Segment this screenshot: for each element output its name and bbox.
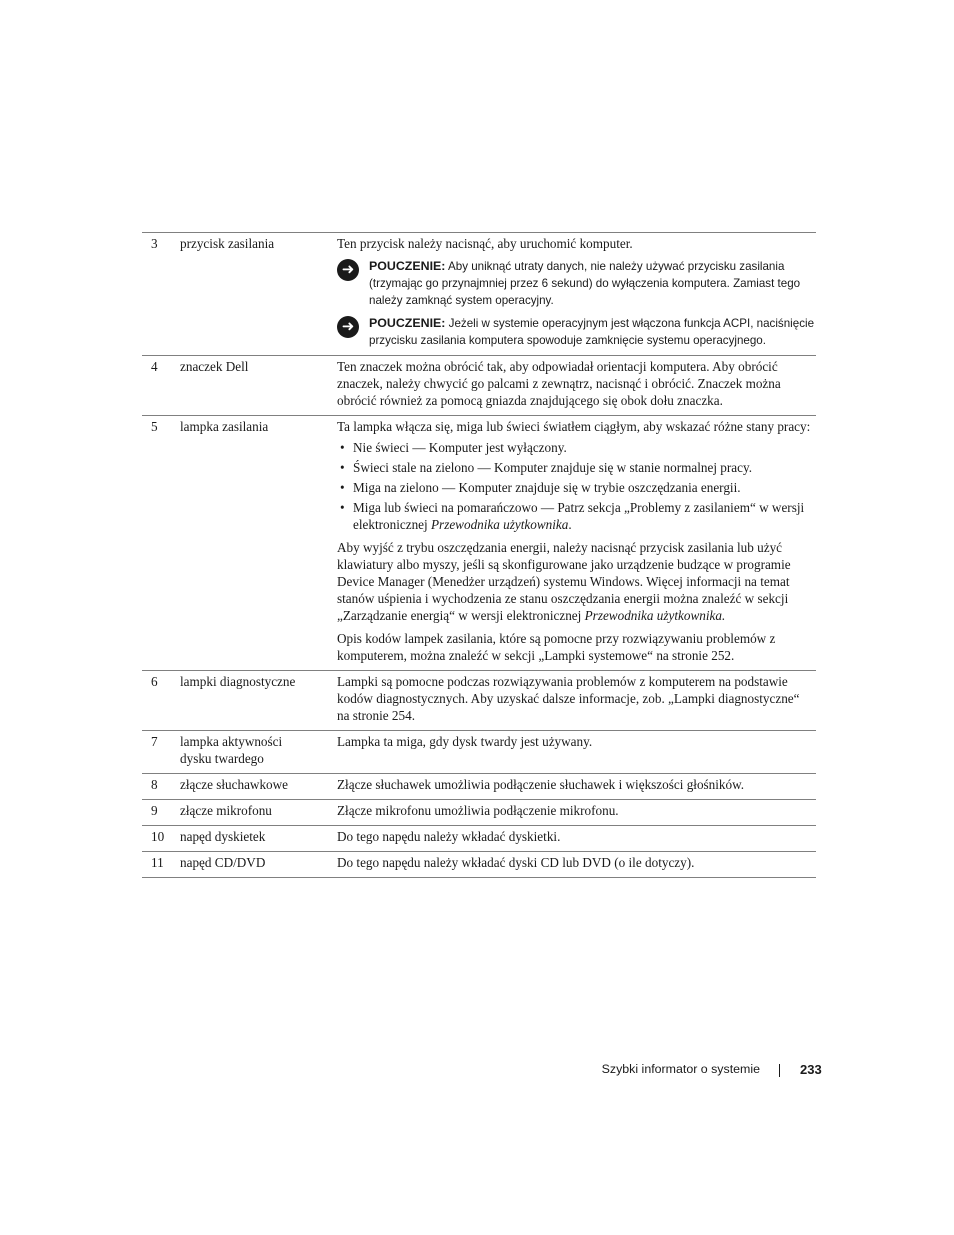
guide-title: Przewodnika użytkownika — [431, 517, 569, 532]
description-text: Ten przycisk należy nacisnąć, aby uruchomić komputer. — [337, 236, 633, 251]
notice-label: POUCZENIE: — [369, 259, 446, 273]
row-number: 9 — [142, 800, 180, 826]
component-description: Lampki są pomocne podczas rozwiązywania problemów z komputerem na podstawie kodów diagnostycznych. Aby uzyskać dalsze informacje, zob. „Lampki diagnostyczne“ na stronie 254. — [337, 671, 816, 731]
component-description — [337, 233, 816, 356]
footer-title: Szybki informator o systemie — [601, 1062, 760, 1076]
bullet-icon: • — [340, 460, 345, 475]
component-description: Do tego napędu należy wkładać dyski CD lub DVD (o ile dotyczy). — [337, 852, 816, 878]
arrow-right-circle-icon: ➜ — [337, 259, 359, 281]
bullet-icon: • — [340, 440, 345, 455]
row-number: 8 — [142, 774, 180, 800]
notice-label: POUCZENIE: — [369, 316, 446, 330]
component-description: Do tego napędu należy wkładać dyskietki. — [337, 826, 816, 852]
notice-block — [337, 258, 814, 309]
table-row — [142, 800, 816, 826]
row-number: 4 — [142, 356, 180, 416]
table-row — [142, 671, 816, 731]
component-description: Złącze słuchawek umożliwia podłączenie słuchawek i większości głośników. — [337, 774, 816, 800]
component-name: napęd dyskietek — [180, 826, 337, 852]
state-list — [337, 439, 814, 533]
table-row — [142, 731, 816, 774]
table-row — [142, 826, 816, 852]
list-item: • Świeci stale na zielono — Komputer znajduje się w stanie normalnej pracy. — [340, 460, 753, 475]
row-number: 7 — [142, 731, 180, 774]
bullet-icon: • — [340, 500, 345, 515]
component-description — [337, 416, 816, 671]
arrow-right-circle-icon: ➜ — [337, 316, 359, 338]
list-item: • Miga na zielono — Komputer znajduje się w trybie oszczędzania energii. — [340, 480, 741, 495]
row-number: 10 — [142, 826, 180, 852]
table-row — [142, 233, 816, 356]
description-text: Opis kodów lampek zasilania, które są pomocne przy rozwiązywaniu problemów z komputerem, można znaleźć w sekcji „Lampki systemowe“ na stronie 252. — [337, 631, 776, 663]
row-number: 6 — [142, 671, 180, 731]
notice-text: Jeżeli w systemie operacyjnym jest włączona funkcja ACPI, naciśnięcie przycisku zasilania komputera spowoduje zamknięcie systemu operacyjnego. — [369, 317, 815, 347]
guide-title: Przewodnika użytkownika. — [584, 608, 726, 623]
component-name: lampki diagnostyczne — [180, 671, 337, 731]
component-description: Złącze mikrofonu umożliwia podłączenie mikrofonu. — [337, 800, 816, 826]
component-name: złącze słuchawkowe — [180, 774, 337, 800]
component-table — [142, 232, 816, 878]
footer-divider — [779, 1064, 780, 1077]
component-name: lampka zasilania — [180, 416, 337, 671]
bullet-icon: • — [340, 480, 345, 495]
description-text: Aby wyjść z trybu oszczędzania energii, należy nacisnąć przycisk zasilania lub użyć klawiatury albo myszy, jeśli są skonfigurowane jako urządzenie budzące w programie Device Manager (Menedżer urządzeń) systemu Windows. Więcej informacji na temat stanów uśpienia i wychodzenia ze stanu oszczędzania energii można znaleźć w sekcji „Zarządzanie energią“ w wersji elektronicznej Przewodnika użytkownika. — [337, 540, 791, 623]
list-item: • Miga lub świeci na pomarańczowo — Patrz sekcja „Problemy z zasilaniem“ w wersji elektronicznej Przewodnika użytkownika. — [340, 500, 805, 532]
list-item: • Nie świeci — Komputer jest wyłączony. — [340, 440, 567, 455]
page-number: 233 — [800, 1062, 822, 1077]
component-name: znaczek Dell — [180, 356, 337, 416]
row-number: 3 — [142, 233, 180, 356]
table-row — [142, 356, 816, 416]
table-row — [142, 774, 816, 800]
component-name: napęd CD/DVD — [180, 852, 337, 878]
component-name: złącze mikrofonu — [180, 800, 337, 826]
table-row — [142, 852, 816, 878]
component-name: przycisk zasilania — [180, 233, 337, 356]
row-number: 5 — [142, 416, 180, 671]
component-name: lampka aktywności dysku twardego — [180, 731, 337, 774]
description-text: Ta lampka włącza się, miga lub świeci światłem ciągłym, aby wskazać różne stany pracy: — [337, 419, 811, 434]
notice-block — [337, 315, 814, 349]
row-number: 11 — [142, 852, 180, 878]
table-row — [142, 416, 816, 671]
notice-text: Aby uniknąć utraty danych, nie należy używać przycisku zasilania (trzymając go przynajmniej przez 6 sekund) do wyłączenia komputera. Zamiast tego należy zamknąć system operacyjny. — [369, 260, 801, 307]
component-description: Lampka ta miga, gdy dysk twardy jest używany. — [337, 731, 816, 774]
component-description: Ten znaczek można obrócić tak, aby odpowiadał orientacji komputera. Aby obrócić znaczek, należy chwycić go palcami z zewnątrz, nacisnąć i obrócić. Znaczek można obrócić również za pomocą gniazda znajdującego się obok dołu znaczka. — [337, 356, 816, 416]
